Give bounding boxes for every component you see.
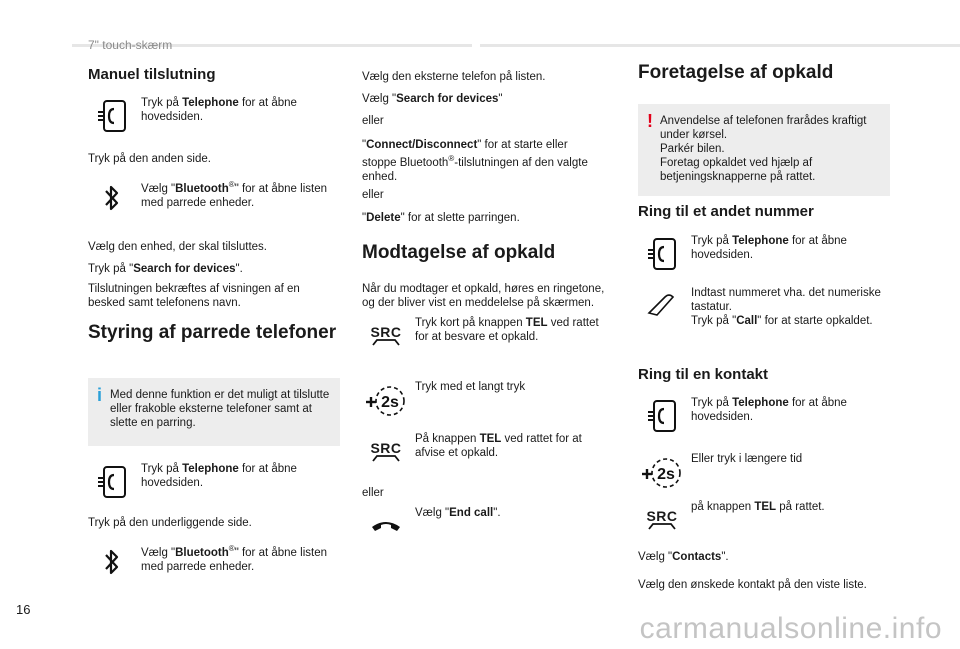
text-select-phone: Vælg den eksterne telefon på listen. — [362, 71, 546, 83]
phone-icon — [88, 96, 136, 136]
text-select-contact: Vælg den ønskede kontakt på den viste liste. — [638, 579, 867, 591]
step-long-press: 2s Tryk med et langt tryk — [362, 380, 622, 420]
text-delete: "Delete" for at slette parringen. — [362, 212, 520, 224]
text-or-3: eller — [362, 487, 384, 499]
step-enter-number: Indtast nummeret vha. det numeriske tastatur. Tryk på "Call" for at starte opkaldet. — [638, 286, 908, 328]
text-connect-disconnect: "Connect/Disconnect" for at starte eller stoppe Bluetooth®-tilslutningen af den valgte enhed. — [362, 139, 588, 183]
src-button-icon: SRC — [638, 500, 686, 540]
heading-receive-call: Modtagelse af opkald — [362, 242, 556, 263]
phone-icon — [638, 234, 686, 274]
info-icon: i — [97, 385, 103, 405]
svg-text:2s: 2s — [381, 394, 399, 411]
heading-call-contact: Ring til en kontakt — [638, 366, 769, 383]
step-telephone-3: Tryk på Telephone for at åbne hovedsiden. — [638, 234, 908, 274]
text-search-devices-2: Vælg "Search for devices" — [362, 93, 503, 105]
text-underlying-page: Tryk på den underliggende side. — [88, 517, 252, 529]
info-note: i Med denne funktion er det muligt at tilslutte eller frakoble eksterne telefoner samt at slette en parring. — [88, 378, 340, 446]
text-search-devices: Tryk på "Search for devices". — [88, 263, 243, 275]
step-bluetooth-2: Vælg "Bluetooth®" for at åbne listen med parrede enheder. — [88, 542, 348, 582]
page-number: 16 — [16, 602, 31, 617]
step-telephone-1: Tryk på Telephone for at åbne hovedsiden. — [88, 96, 348, 136]
text-select-contacts: Vælg "Contacts". — [638, 551, 729, 563]
text-ringtone: Når du modtager et opkald, høres en ringetone, og der bliver vist en meddelelse på skærmen. — [362, 283, 605, 309]
src-button-icon: SRC — [362, 432, 410, 472]
long-press-2s-icon — [362, 380, 410, 420]
svg-text:2s: 2s — [657, 466, 675, 483]
warning-note: ! Anvendelse af telefonen frarådes kraftigt under kørsel. Parkér bilen. Foretag opkaldet ved hjælp af betjeningsknapperne på rattet. — [638, 104, 890, 196]
step-bluetooth-1: Vælg "Bluetooth®" for at åbne listen med parrede enheder. — [88, 178, 348, 218]
section-label: 7" touch-skærm — [88, 38, 173, 52]
text-or-1: eller — [362, 115, 384, 127]
step-telephone-4: Tryk på Telephone for at åbne hovedsiden. — [638, 396, 908, 436]
bluetooth-icon — [88, 178, 136, 218]
step-long-press-2: 2s Eller tryk i længere tid — [638, 452, 908, 492]
hang-up-icon — [362, 506, 410, 546]
step-tel-button: SRC på knappen TEL på rattet. — [638, 500, 908, 540]
step-reject: SRC På knappen TEL ved rattet for at afvise et opkald. — [362, 432, 622, 472]
step-telephone-2: Tryk på Telephone for at åbne hovedsiden. — [88, 462, 348, 502]
heading-manual-connection: Manuel tilslutning — [88, 66, 216, 83]
heading-call-number: Ring til et andet nummer — [638, 203, 814, 220]
text-or-2: eller — [362, 189, 384, 201]
phone-icon — [88, 462, 136, 502]
step-end-call: Vælg "End call". — [362, 506, 622, 546]
phone-icon — [638, 396, 686, 436]
bluetooth-icon — [88, 542, 136, 582]
text-confirmation: Tilslutningen bekræftes af visningen af en besked samt telefonens navn. — [88, 283, 300, 309]
warning-icon: ! — [647, 111, 653, 131]
tap-icon — [638, 286, 686, 326]
long-press-2s-icon — [638, 452, 686, 492]
watermark: carmanualsonline.info — [639, 612, 942, 645]
step-answer: SRC Tryk kort på knappen TEL ved rattet for at besvare et opkald. — [362, 316, 622, 356]
text-other-page: Tryk på den anden side. — [88, 153, 211, 165]
heading-manage-phones: Styring af parrede telefoner — [88, 322, 337, 343]
header-rule-right — [480, 44, 960, 47]
heading-make-call: Foretagelse af opkald — [638, 62, 834, 83]
src-button-icon: SRC — [362, 316, 410, 356]
text-select-device: Vælg den enhed, der skal tilsluttes. — [88, 241, 267, 253]
